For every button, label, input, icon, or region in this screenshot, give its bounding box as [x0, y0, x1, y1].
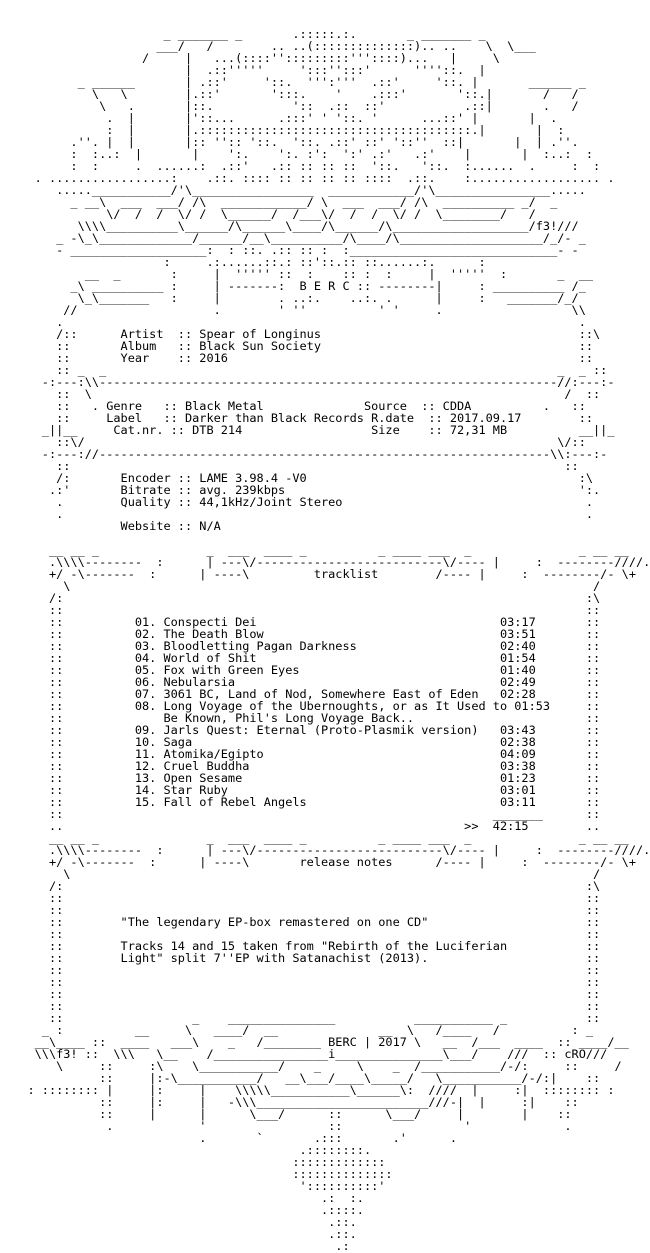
nfo-line: :: :: [6, 999, 601, 1013]
nfo-line: _ ______ | .::' '::. ''':''' .::' '::. | ______ _ [6, 75, 586, 89]
nfo-line: .\\\\-------- : | ---\/--------------------------\/---- | : --------////. [6, 843, 650, 857]
nfo-line: _\ __________ : | -------: B E R C :: --------| : __________ /_ [6, 279, 586, 293]
nfo-line: :: 05. Fox with Green Eyes 01:40 :: [6, 663, 601, 677]
nfo-line: | .::''''' ':::'':::' ''''::. | [6, 63, 486, 77]
nfo-line: :: 15. Fall of Rebel Angels 03:11 :: [6, 795, 601, 809]
nfo-line: /:: Artist :: Spear of Longinus ::\ [6, 327, 601, 341]
nfo-line: :::::::::::::: [6, 1167, 393, 1181]
nfo-line: _ _______ _ .:::::.:. _ _______ _ [6, 27, 486, 41]
nfo-line: .....___________/'\_________________ ____________/'\________________..... [6, 183, 586, 197]
nfo-line: .::. [6, 1215, 357, 1229]
nfo-line: \\\\__________\______/\______\____/\______/\___________________/f3!/// [6, 219, 579, 233]
nfo-line: :: Be Known, Phil's Long Voyage Back.. :: [6, 711, 601, 725]
nfo-line: \\\f3! :: \\\ \__ /________________i_______________\___/ /// :: cRO/// [6, 1047, 608, 1061]
nfo-line: __ _ : | ''''' :: : :: : : | ''''' : _ __ [6, 267, 594, 281]
nfo-line: . Quality :: 44,1kHz/Joint Stereo . [6, 495, 594, 509]
nfo-line: :: :: [6, 459, 579, 473]
nfo-line: :: 13. Open Sesame 01:23 :: [6, 771, 601, 785]
nfo-line: .: [6, 1239, 350, 1253]
nfo-line: __ __ _ _ ___ ____ _ _ ____ ___ _ _ __ __ [6, 543, 629, 557]
nfo-line: . ' :: ' . [6, 1119, 572, 1133]
nfo-line: :: :: [6, 927, 601, 941]
nfo-line: /: Encoder :: LAME 3.98.4 -V0 :\ [6, 471, 594, 485]
nfo-line: ___/ / .. ..(::::::::::::::).. .. \ \___ [6, 39, 536, 53]
nfo-line: :: _ _______________ ___________ _ :: [6, 1011, 601, 1025]
nfo-line: _||__ Cat.nr. :: DTB 214 Size :: 72,31 MB __||_ [6, 423, 615, 437]
nfo-line: . ` .::: .' . [6, 1131, 458, 1145]
nfo-line: -:---://---------------------------------------------------------------\\:---:- [6, 447, 608, 461]
nfo-line: / | ...(::::'':::::::::'''::::)... | \ [6, 51, 500, 65]
nfo-line: :: Year :: 2016 :: [6, 351, 594, 365]
nfo-line: __ __ _ _ ___ ____ _ _ ____ ___ _ _ __ __ [6, 831, 629, 845]
nfo-line: +/ -\------- : | ----\ tracklist /---- | : --------/- \+ [6, 567, 636, 581]
nfo-line: :: 02. The Death Blow 03:51 :: [6, 627, 601, 641]
nfo-line: .\\\\-------- : | ---\/--------------------------\/---- | : --------////. [6, 555, 650, 569]
nfo-line: :: "The legendary EP-box remastered on one CD" :: [6, 915, 601, 929]
nfo-line: /: :\ [6, 879, 601, 893]
nfo-line: :: 01. Conspecti Dei 03:17 :: [6, 615, 601, 629]
nfo-line: :: 07. 3061 BC, Land of Nod, Somewhere East of Eden 02:28 :: [6, 687, 601, 701]
nfo-line: '::::::::::' [6, 1179, 386, 1193]
nfo-line: // . ' '' ' ' . \\ [6, 303, 586, 317]
nfo-line: .: :. [6, 1191, 364, 1205]
nfo-line: :: Light" split 7''EP with Satanachist (2013). :: [6, 951, 601, 965]
nfo-line: ::\/ \/:: [6, 435, 586, 449]
nfo-line: .::::::::. [6, 1143, 372, 1157]
nfo-line: :: 11. Atomika/Egipto 04:09 :: [6, 747, 601, 761]
nfo-line: \ :: :\ \___________/ _ \ _ /___________/-/: :: / [6, 1059, 622, 1073]
nfo-line: .::::. [6, 1203, 364, 1217]
nfo-line: \ \ |.::' ':::. ' .:::' '::.| / / [6, 87, 579, 101]
nfo-line: :: _______ :: [6, 807, 601, 821]
nfo-line: :: :: [6, 603, 601, 617]
nfo-line: \_\_______ : | . ..:. ..:. . | : _______/_/ [6, 291, 579, 305]
nfo-line: : .:......::.: ::'::.:: ::......:. : [6, 255, 486, 269]
nfo-line: . . [6, 315, 586, 329]
nfo-line: :: |: | -\\\________________________///-| | :| :: [6, 1095, 579, 1109]
nfo-line: .:' Bitrate :: avg. 239kbps ':. [6, 483, 601, 497]
nfo-line: :: :: [6, 963, 601, 977]
nfo-line: _ -\_\_____________/______/__\__________/\____/\____________________/_/- _ [6, 231, 586, 245]
nfo-line: \/ / / \/ / \______/ /___\/ / / \/ / \________/ / [6, 207, 536, 221]
nfo-line: :: :: [6, 975, 601, 989]
nfo-line: :: :: [6, 987, 601, 1001]
nfo-line: .''. | | |:: '':: '::. '::. .::' ::' '::'' ::| | | .''. [6, 135, 579, 149]
nfo-line: :: 08. Long Voyage of the Ubernoughts, or as It Used to 01:53 :: [6, 699, 601, 713]
nfo-line: : | |.::::::::::::::::::::::::::::::::::::::.| | : [6, 123, 565, 137]
nfo-line: \ / [6, 579, 601, 593]
nfo-line: . .................: .::. :::: :: :: :: :: :::: .::. :.................. . [6, 171, 615, 185]
nfo-line: :: 14. Star Ruby 03:01 :: [6, 783, 601, 797]
nfo-line: :: 06. Nebularsia 02:49 :: [6, 675, 601, 689]
nfo-line: +/ -\------- : | ----\ release notes /---- | : --------/- \+ [6, 855, 636, 869]
nfo-line: :: . Genre :: Black Metal Source :: CDDA . :: [6, 399, 586, 413]
nfo-line: _ : __ \ ____/ __ __ \ /____ / : _ [6, 1023, 594, 1037]
nfo-line: :: _ _ _ _ :: [6, 363, 608, 377]
nfo-line: -:---:\\----------------------------------------------------------------//:---:- [6, 375, 615, 389]
nfo-line: - ___________________: : ::. .:: :: : :_____________________________- - [6, 243, 579, 257]
nfo-line: :: 04. World of Shit 01:54 :: [6, 651, 601, 665]
nfo-line: \ . |::. ':: .:: ::' .::| . / [6, 99, 579, 113]
nfo-line: : : . ......: .::' .:: :: :: :: '::. '::. :...... . : : [6, 159, 601, 173]
nfo-line: _ __\ ___ ___/ /\ ____________/ \ ___ ___/ /\ __________ _/ _ [6, 195, 558, 209]
nfo-line: :: |:-\___________/ __\___/____\_____/ \___________/-/:| :: [6, 1071, 601, 1085]
nfo-line: \ / [6, 867, 601, 881]
nfo-line: :: Tracks 14 and 15 taken from "Rebirth of the Luciferian :: [6, 939, 601, 953]
nfo-line: .. >> 42:15 .. [6, 819, 601, 833]
nfo-line: Website :: N/A [6, 519, 221, 533]
nfo-line: :: :: [6, 891, 601, 905]
nfo-line: /: :\ [6, 591, 601, 605]
nfo-line: . . [6, 507, 594, 521]
nfo-line: __\____ :: ____ ___\ _ /________ BERC | 2017 \ __ /___ ____ :: ____/__ [6, 1035, 629, 1049]
nfo-line: :: 12. Cruel Buddha 03:38 :: [6, 759, 601, 773]
nfo-line: :: :: [6, 903, 601, 917]
nfo-line: :: 09. Jarls Quest: Eternal (Proto-Plasmik version) 03:43 :: [6, 723, 601, 737]
nfo-line: :: | | \___/ :: \___/ | | :: [6, 1107, 572, 1121]
nfo-line: :: 03. Bloodletting Pagan Darkness 02:40 :: [6, 639, 601, 653]
nfo-line: : :::::::: | |: | \\\\\___________\______\: //// | :| :::::::: : [6, 1083, 615, 1097]
nfo-line: .::. [6, 1227, 357, 1241]
nfo-line: :: 10. Saga 02:38 :: [6, 735, 601, 749]
nfo-line: ::::::::::::: [6, 1155, 386, 1169]
nfo-line: :: Album :: Black Sun Society :: [6, 339, 594, 353]
nfo-line: :: Label :: Darker than Black Records R.date :: 2017.09.17 :: [6, 411, 594, 425]
nfo-line: . | |'::... .:::' ' '::. ' ...::' | | . [6, 111, 558, 125]
nfo-line: : :..: | | ':. ':. :': ':' .:' .:' | | :..: : [6, 147, 594, 161]
nfo-line: :: \ / :: [6, 387, 601, 401]
